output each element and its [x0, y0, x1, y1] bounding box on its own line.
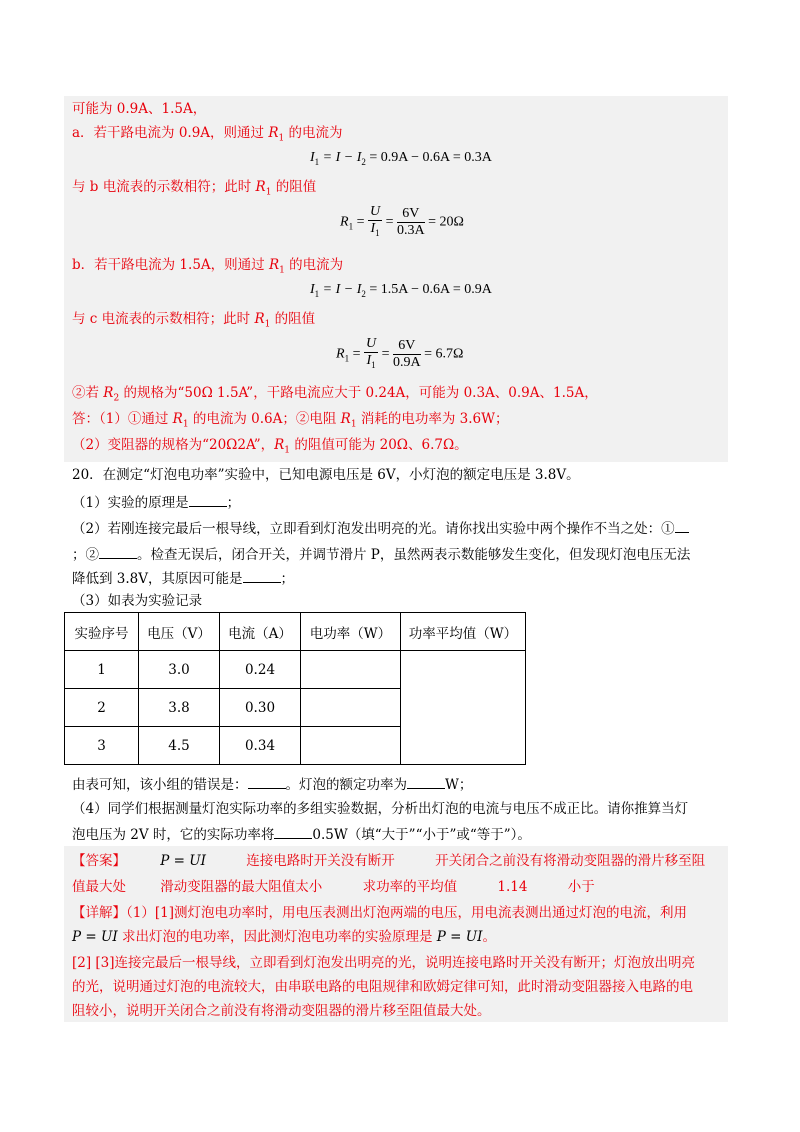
detail-line-2: P = UI 求出灯泡的电功率，因此测灯泡电功率的实验原理是 P = UI。 [72, 929, 496, 945]
detail-line-4: 的光，说明通过灯泡的电流较大，由串联电路的电阻规律和欧姆定律可知，此时滑动变阻器接入电路的电 [72, 979, 693, 995]
sol-line-6: ②若 $R_2$ 的规格为“50Ω 1.5A”，干路电流应大于 0.24A，可能为 0.3A、0.9A、1.5A， [72, 385, 598, 404]
table-cell [301, 689, 401, 727]
table-cell [301, 727, 401, 765]
table-cell-average [401, 651, 526, 765]
equation-1: $I_1 = I - I_2 = 0.9A - 0.6A = 0.3A$ [310, 150, 492, 167]
table-cell: 3.0 [139, 651, 220, 689]
table-header: 电压（V） [139, 613, 220, 651]
blank-4[interactable] [243, 568, 281, 583]
detail-line-1: 【详解】（1）[1]测灯泡电功率时，用电压表测出灯泡两端的电压，用电流表测出通过灯泡的电流，利用 [72, 905, 687, 921]
table-cell: 4.5 [139, 727, 220, 765]
equation-2: $R_1$ = $\frac{U}{I_1}$ = $\frac{6V}{0.3A}$ = 20Ω [340, 204, 464, 238]
detail-label: 【详解】 [72, 905, 126, 921]
question-part-4-line-2: 泡电压为 2V 时，它的实际功率将 0.5W（填“大于”“小于”或“等于”）。 [72, 824, 531, 844]
data-table [64, 612, 526, 765]
question-part-2-line-2: ；② 。检查无误后，闭合开关，并调节滑片 P，虽然两表示数能够发生变化，但发现灯泡电压无法 [72, 544, 690, 564]
question-part-1: （1）实验的原理是 ； [72, 492, 240, 512]
table-header: 实验序号 [65, 613, 139, 651]
detail-line-3: [2] [3]连接完最后一根导线，立即看到灯泡发出明亮的光，说明连接电路时开关没有断开；灯泡放出明亮 [72, 955, 696, 971]
table-cell: 0.30 [220, 689, 301, 727]
sol-line-7: 答：（1）①通过 $R_1$ 的电流为 0.6A；②电阻 $R_1$ 消耗的电功率为 3.6W； [72, 411, 509, 430]
table-cell: 0.34 [220, 727, 301, 765]
blank-1[interactable] [189, 492, 227, 507]
after-table-line: 由表可知，该小组的错误是： 。灯泡的额定功率为 W； [72, 774, 472, 794]
question-part-3: （3）如表为实验记录 [72, 593, 203, 609]
answer-line-1: 【答案】 P = UI 连接电路时开关没有断开 开关闭合之前没有将滑动变阻器的滑片移至阻 [72, 853, 706, 869]
answer-label: 【答案】 [72, 853, 126, 869]
sol-line-4: b．若干路电流为 1.5A，则通过 $R_1$ 的电流为 [72, 257, 344, 276]
table-cell: 0.24 [220, 651, 301, 689]
question-part-2-line-1: （2）若刚连接完最后一根导线，立即看到灯泡发出明亮的光。请你找出实验中两个操作不当之处：① [72, 518, 689, 538]
sol-line-1: 可能为 0.9A、1.5A， [72, 101, 207, 117]
blank-6[interactable] [407, 774, 445, 789]
table-cell: 2 [65, 689, 139, 727]
blank-5[interactable] [248, 774, 286, 789]
question-title: 20．在测定“灯泡电功率”实验中，已知电源电压是 6V，小灯泡的额定电压是 3.8V。 [72, 467, 580, 483]
sol-line-5: 与 c 电流表的示数相符；此时 $R_1$ 的阻值 [72, 311, 316, 330]
equation-3: $I_1 = I - I_2 = 1.5A - 0.6A = 0.9A$ [310, 282, 492, 299]
sol-line-3: 与 b 电流表的示数相符；此时 $R_1$ 的阻值 [72, 179, 317, 198]
sol-line-8: （2）变阻器的规格为“20Ω2A”，$R_1$ 的阻值可能为 20Ω、6.7Ω。 [72, 437, 468, 456]
blank-2[interactable] [675, 518, 689, 533]
question-part-2-line-3: 降低到 3.8V，其原因可能是 ； [72, 568, 294, 588]
table-cell: 1 [65, 651, 139, 689]
table-cell [301, 651, 401, 689]
detail-line-5: 阻较小，说明开关闭合之前没有将滑动变阻器的滑片移至阻值最大处。 [72, 1003, 491, 1019]
equation-4: $R_1$ = $\frac{U}{I_1}$ = $\frac{6V}{0.9A}$ = 6.7Ω [336, 336, 464, 370]
table-cell: 3 [65, 727, 139, 765]
answer-line-2: 值最大处 滑动变阻器的最大阻值太小 求功率的平均值 1.14 小于 [72, 879, 595, 895]
table-header: 电流（A） [220, 613, 301, 651]
table-header: 功率平均值（W） [401, 613, 526, 651]
blank-3[interactable] [99, 544, 137, 559]
sol-line-2: a．若干路电流为 0.9A，则通过 $R_1$ 的电流为 [72, 125, 343, 144]
table-cell: 3.8 [139, 689, 220, 727]
table-header: 电功率（W） [301, 613, 401, 651]
blank-7[interactable] [274, 824, 312, 839]
question-part-4-line-1: （4）同学们根据测量灯泡实际功率的多组实验数据，分析出灯泡的电流与电压不成正比。请你推算当灯 [72, 801, 689, 817]
table-row [65, 651, 526, 689]
